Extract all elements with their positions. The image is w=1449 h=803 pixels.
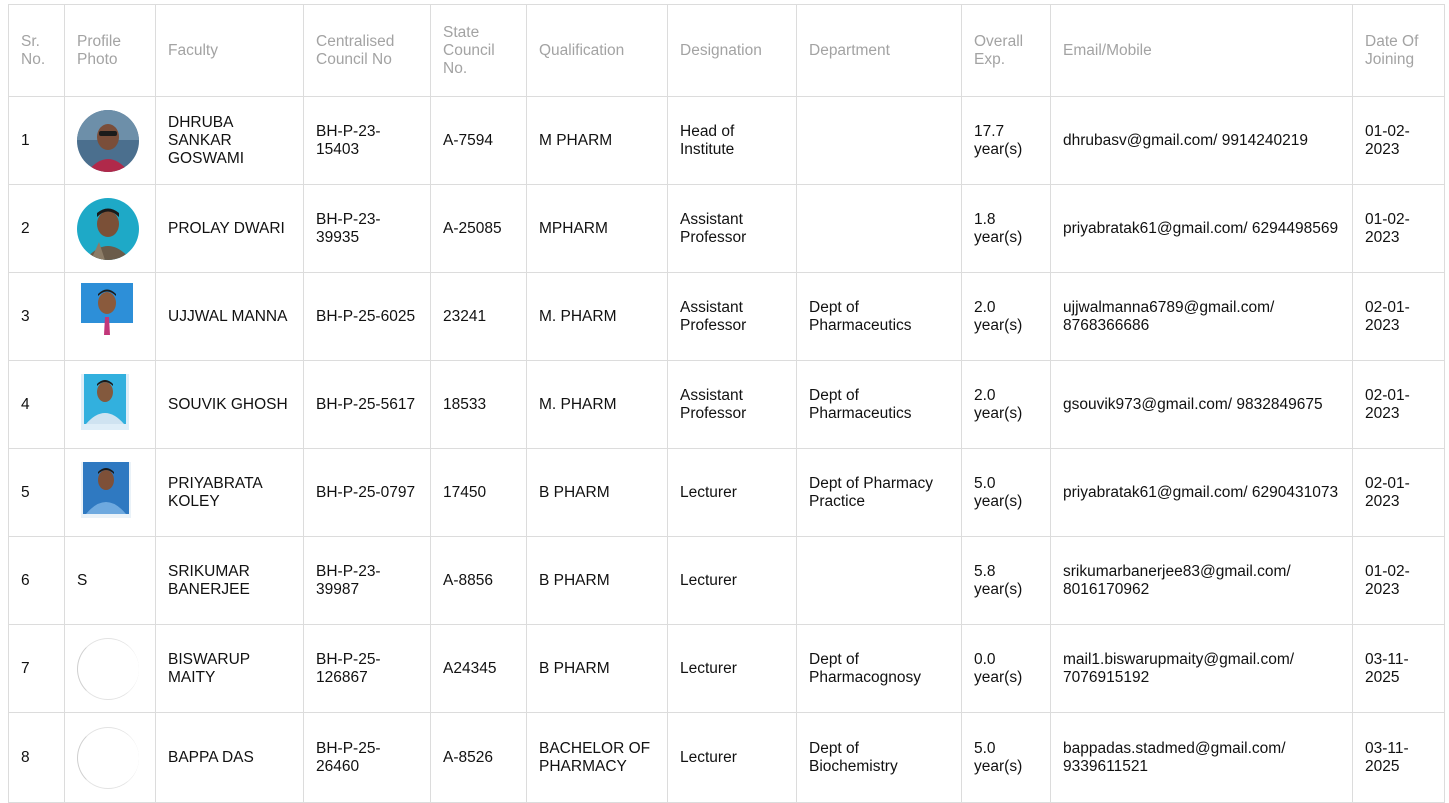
designation-cell: Assistant Professor	[668, 273, 797, 361]
faculty-table	[8, 4, 1445, 803]
profile-photo-cell	[65, 449, 156, 537]
department-cell	[797, 537, 962, 625]
profile-photo-cell	[65, 361, 156, 449]
faculty-name-cell: SRIKUMAR BANERJEE	[156, 537, 304, 625]
centralised-council-no-cell: BH-P-25-0797	[304, 449, 431, 537]
centralised-council-no-cell: BH-P-23-15403	[304, 97, 431, 185]
col-overall-exp: Overall Exp.	[962, 5, 1051, 97]
overall-exp-cell: 5.8 year(s)	[962, 537, 1051, 625]
table-row	[9, 537, 1445, 625]
state-council-no-cell: A24345	[431, 625, 527, 713]
sr-no-cell: 8	[9, 713, 65, 803]
profile-photo-placeholder	[77, 638, 139, 700]
col-centralised-council-no: Centralised Council No	[304, 5, 431, 97]
table-row	[9, 625, 1445, 713]
qualification-cell: B PHARM	[527, 625, 668, 713]
overall-exp-cell: 5.0 year(s)	[962, 449, 1051, 537]
faculty-name-cell: DHRUBA SANKAR GOSWAMI	[156, 97, 304, 185]
centralised-council-no-cell: BH-P-25-6025	[304, 273, 431, 361]
profile-photo-placeholder	[77, 727, 139, 789]
profile-photo	[77, 110, 139, 172]
table-row	[9, 713, 1445, 803]
faculty-name-cell: SOUVIK GHOSH	[156, 361, 304, 449]
col-qualification: Qualification	[527, 5, 668, 97]
profile-photo	[77, 462, 143, 523]
state-council-no-cell: 18533	[431, 361, 527, 449]
date-of-joining-cell: 01-02-2023	[1353, 185, 1445, 273]
col-department: Department	[797, 5, 962, 97]
qualification-cell: MPHARM	[527, 185, 668, 273]
profile-photo	[77, 374, 143, 435]
col-email-mobile: Email/Mobile	[1051, 5, 1353, 97]
profile-photo-cell	[65, 713, 156, 803]
col-state-council-no: State Council No.	[431, 5, 527, 97]
overall-exp-cell: 0.0 year(s)	[962, 625, 1051, 713]
sr-no-cell: 5	[9, 449, 65, 537]
department-cell: Dept of Pharmacy Practice	[797, 449, 962, 537]
department-cell: Dept of Pharmaceutics	[797, 361, 962, 449]
designation-cell: Lecturer	[668, 625, 797, 713]
table-header	[9, 5, 1445, 97]
profile-photo	[77, 283, 143, 350]
table-row	[9, 97, 1445, 185]
email-mobile-cell: gsouvik973@gmail.com/ 9832849675	[1051, 361, 1353, 449]
date-of-joining-cell: 02-01-2023	[1353, 361, 1445, 449]
state-council-no-cell: A-7594	[431, 97, 527, 185]
sr-no-cell: 2	[9, 185, 65, 273]
email-mobile-cell: bappadas.stadmed@gmail.com/ 9339611521	[1051, 713, 1353, 803]
department-cell: Dept of Pharmaceutics	[797, 273, 962, 361]
qualification-cell: M PHARM	[527, 97, 668, 185]
faculty-name-cell: PRIYABRATA KOLEY	[156, 449, 304, 537]
email-mobile-cell: dhrubasv@gmail.com/ 9914240219	[1051, 97, 1353, 185]
designation-cell: Lecturer	[668, 537, 797, 625]
profile-photo-cell	[65, 97, 156, 185]
overall-exp-cell: 17.7 year(s)	[962, 97, 1051, 185]
qualification-cell: BACHELOR OF PHARMACY	[527, 713, 668, 803]
designation-cell: Lecturer	[668, 713, 797, 803]
overall-exp-cell: 2.0 year(s)	[962, 361, 1051, 449]
table-row	[9, 185, 1445, 273]
department-cell	[797, 185, 962, 273]
date-of-joining-cell: 03-11-2025	[1353, 625, 1445, 713]
email-mobile-cell: srikumarbanerjee83@gmail.com/ 8016170962	[1051, 537, 1353, 625]
profile-photo-cell	[65, 537, 156, 625]
profile-photo-cell	[65, 273, 156, 361]
qualification-cell: M. PHARM	[527, 361, 668, 449]
centralised-council-no-cell: BH-P-25-26460	[304, 713, 431, 803]
faculty-name-cell: BISWARUP MAITY	[156, 625, 304, 713]
faculty-name-cell: PROLAY DWARI	[156, 185, 304, 273]
designation-cell: Assistant Professor	[668, 361, 797, 449]
date-of-joining-cell: 03-11-2025	[1353, 713, 1445, 803]
profile-photo-cell	[65, 625, 156, 713]
centralised-council-no-cell: BH-P-25-5617	[304, 361, 431, 449]
qualification-cell: B PHARM	[527, 537, 668, 625]
state-council-no-cell: A-8856	[431, 537, 527, 625]
overall-exp-cell: 2.0 year(s)	[962, 273, 1051, 361]
state-council-no-cell: 17450	[431, 449, 527, 537]
col-designation: Designation	[668, 5, 797, 97]
state-council-no-cell: 23241	[431, 273, 527, 361]
sr-no-cell: 1	[9, 97, 65, 185]
overall-exp-cell: 5.0 year(s)	[962, 713, 1051, 803]
state-council-no-cell: A-8526	[431, 713, 527, 803]
overall-exp-cell: 1.8 year(s)	[962, 185, 1051, 273]
email-mobile-cell: priyabratak61@gmail.com/ 6290431073	[1051, 449, 1353, 537]
sr-no-cell: 4	[9, 361, 65, 449]
designation-cell: Assistant Professor	[668, 185, 797, 273]
table-row	[9, 273, 1445, 361]
sr-no-cell: 3	[9, 273, 65, 361]
centralised-council-no-cell: BH-P-25-126867	[304, 625, 431, 713]
email-mobile-cell: priyabratak61@gmail.com/ 6294498569	[1051, 185, 1353, 273]
department-cell	[797, 97, 962, 185]
date-of-joining-cell: 02-01-2023	[1353, 273, 1445, 361]
designation-cell: Lecturer	[668, 449, 797, 537]
date-of-joining-cell: 01-02-2023	[1353, 97, 1445, 185]
qualification-cell: M. PHARM	[527, 273, 668, 361]
designation-cell: Head of Institute	[668, 97, 797, 185]
faculty-name-cell: UJJWAL MANNA	[156, 273, 304, 361]
col-sr-no: Sr. No.	[9, 5, 65, 97]
sr-no-cell: 6	[9, 537, 65, 625]
col-date-of-joining: Date Of Joining	[1353, 5, 1445, 97]
profile-photo	[77, 198, 139, 260]
qualification-cell: B PHARM	[527, 449, 668, 537]
department-cell: Dept of Biochemistry	[797, 713, 962, 803]
centralised-council-no-cell: BH-P-23-39935	[304, 185, 431, 273]
department-cell: Dept of Pharmacognosy	[797, 625, 962, 713]
centralised-council-no-cell: BH-P-23-39987	[304, 537, 431, 625]
col-faculty: Faculty	[156, 5, 304, 97]
table-row	[9, 361, 1445, 449]
date-of-joining-cell: 01-02-2023	[1353, 537, 1445, 625]
email-mobile-cell: ujjwalmanna6789@gmail.com/ 8768366686	[1051, 273, 1353, 361]
table-row	[9, 449, 1445, 537]
col-profile-photo: Profile Photo	[65, 5, 156, 97]
faculty-name-cell: BAPPA DAS	[156, 713, 304, 803]
profile-initial: S	[77, 571, 88, 589]
email-mobile-cell: mail1.biswarupmaity@gmail.com/ 7076915192	[1051, 625, 1353, 713]
state-council-no-cell: A-25085	[431, 185, 527, 273]
profile-photo-cell	[65, 185, 156, 273]
sr-no-cell: 7	[9, 625, 65, 713]
date-of-joining-cell: 02-01-2023	[1353, 449, 1445, 537]
